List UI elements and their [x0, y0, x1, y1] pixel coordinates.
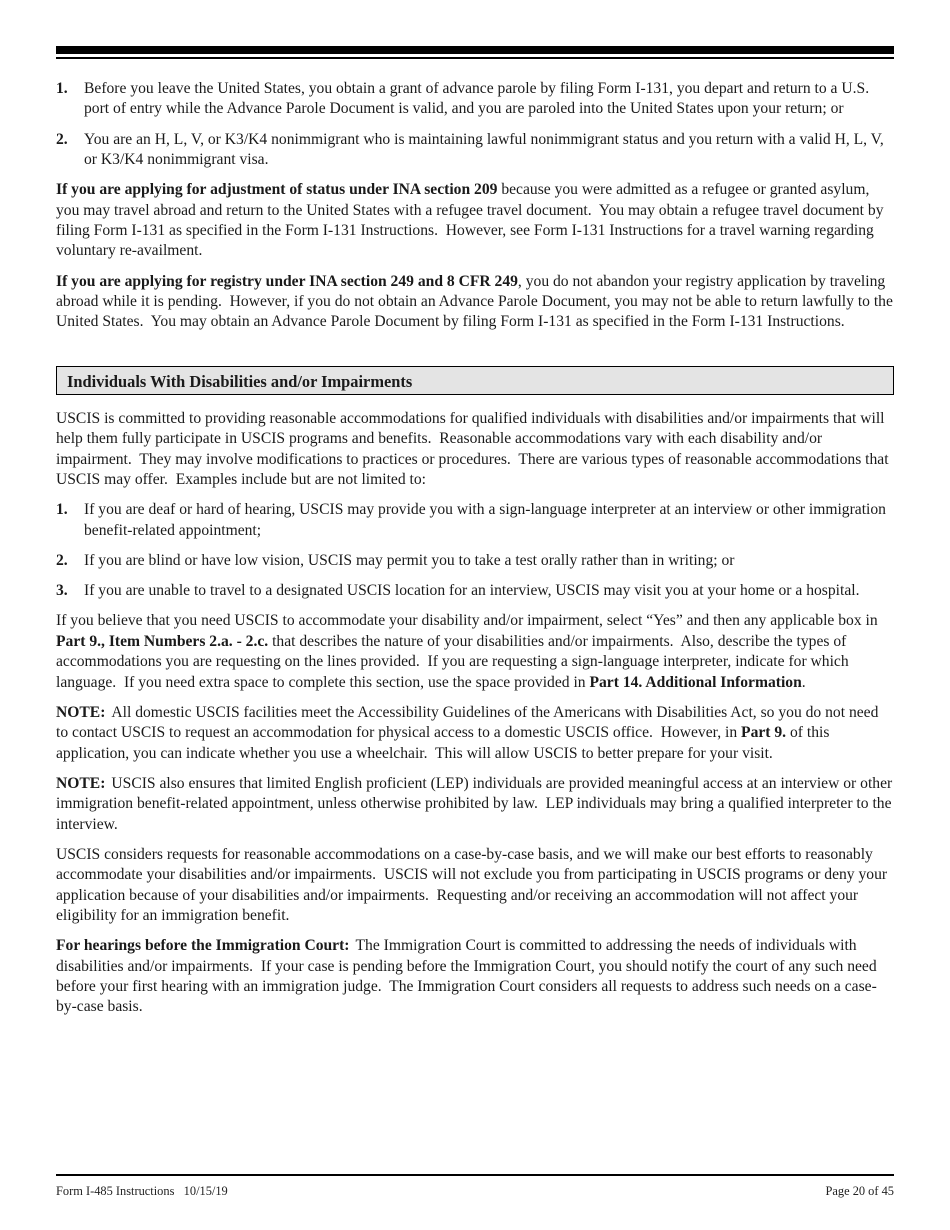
paragraph-text: , you do not abandon your registry application by traveling abroad while it is pending. However, if you do not obtain an Advance Parole Document, you may not be able to return lawfully to the United States. You may obtain an Advance Parole Document by filing Form I-131 as specified in the Form I-131 Instructions. [56, 272, 897, 331]
list-text: If you are unable to travel to a designated USCIS location for an interview, USCIS may visit you at your home or a hospital. [84, 582, 860, 600]
footer-page-number: Page 20 of 45 [825, 1184, 894, 1198]
paragraph-intro: USCIS is committed to providing reasonable accommodations for qualified individuals with disabilities and/or impairments that will help them fully participate in USCIS programs and benefits. Reasonable accommodations vary with each disability and/or impairment. They may involve modifications to practices or procedures. There are various types of reasonable accommodations that USCIS may offer. Examples include but are not limited to: [56, 409, 893, 489]
list-number: 1. [56, 501, 68, 519]
paragraph-note-lep [56, 774, 897, 835]
paragraph-note-accessibility [56, 703, 894, 764]
header-rule-thick [56, 46, 894, 54]
note-label: NOTE: [56, 703, 106, 721]
list-item [56, 130, 894, 171]
list-text: You are an H, L, V, or K3/K4 nonimmigrant who is maintaining lawful nonimmigrant status and you return with a valid H, L, V, or K3/K4 nonimmigrant visa. [84, 130, 888, 169]
paragraph-accommodate [56, 611, 894, 693]
document-body [56, 79, 897, 1028]
bold-lead: If you are applying for registry under INA section 249 and 8 CFR 249 [56, 272, 518, 290]
paragraph-text: that describes the nature of your disabilities and/or impairments. Also, describe the types of accommodations you are requesting on the lines provided. If you are requesting a sign-language interpreter, indicate for which language. If you need extra space to complete this section, use the space provided in [56, 632, 853, 691]
note-label: NOTE: [56, 774, 106, 792]
bold-reference: Part 14. Additional Information [589, 673, 802, 691]
footer-form-id: Form I-485 Instructions 10/15/19 [56, 1184, 228, 1198]
paragraph-text: All domestic USCIS facilities meet the Accessibility Guidelines of the Americans with Disabilities Act, so you do not need to contact USCIS to request an accommodation for physical access to a domestic USCIS office. However, in [56, 703, 883, 742]
paragraph-text: The Immigration Court is committed to addressing the needs of individuals with disabilities and/or impairments. If your case is pending before the Immigration Court, you should notify the court of any such need before your first hearing with an immigration judge. The Immigration Court considers all requests to address such needs on a case-by-case basis. [56, 937, 881, 1016]
list-number: 3. [56, 582, 68, 600]
footer-rule [56, 1174, 894, 1176]
section-title: Individuals With Disabilities and/or Impairments [56, 366, 894, 395]
list-item [56, 581, 894, 601]
list-item [56, 500, 894, 541]
list-text: Before you leave the United States, you obtain a grant of advance parole by filing Form I-131, you depart and return to a U.S. port of entry while the Advance Parole Document is valid, and you are paroled into the United States upon your return; or [84, 80, 873, 118]
list-item [56, 79, 894, 120]
bold-reference: Part 9. [741, 724, 787, 742]
paragraph-section-209 [56, 180, 894, 262]
list-number: 2. [56, 551, 68, 569]
list-number: 1. [56, 80, 68, 97]
bold-lead: If you are applying for adjustment of status under INA section 209 [56, 181, 498, 199]
bold-reference: Part 9., Item Numbers 2.a. - 2.c. [56, 632, 269, 650]
list-number: 2. [56, 130, 68, 148]
paragraph-text: . [801, 673, 806, 691]
paragraph-text: of this application, you can indicate whether you use a wheelchair. This will allow USCIS to better prepare for your visit. [56, 724, 834, 762]
list-text: If you are deaf or hard of hearing, USCIS may provide you with a sign-language interpreter at an interview or other immigration benefit-related appointment; [84, 501, 890, 539]
header-rule-thin [56, 57, 894, 59]
paragraph-text: because you were admitted as a refugee or granted asylum, you may travel abroad and return to the United States with a refugee travel document. You may obtain a refugee travel document by filing Form I-131 as specified in the Form I-131 Instructions. However, see Form I-131 Instructions for a travel warning regarding voluntary re-availment. [56, 181, 888, 260]
paragraph-immigration-court [56, 936, 894, 1018]
paragraph-section-249 [56, 272, 897, 333]
bold-lead: For hearings before the Immigration Court: [56, 937, 350, 955]
paragraph-case-by-case: USCIS considers requests for reasonable accommodations on a case-by-case basis, and we will make our best efforts to reasonably accommodate your disabilities and/or impairments. USCIS will not exclude you from participating in USCIS programs or deny your application because of your disabilities and/or impairments. Requesting and/or receiving an accommodation will not affect your eligibility for an immigration benefit. [56, 845, 891, 924]
list-text: If you are blind or have low vision, USCIS may permit you to take a test orally rather than in writing; or [84, 551, 735, 569]
list-item [56, 551, 894, 571]
paragraph-text: If you believe that you need USCIS to accommodate your disability and/or impairment, select “Yes” and then any applicable box in [56, 612, 882, 630]
paragraph-text: USCIS also ensures that limited English proficient (LEP) individuals are provided meaningful access at an interview or other immigration benefit-related appointment, unless otherwise prohibited by law. LEP individuals may bring a qualified interpreter to the interview. [56, 774, 897, 833]
